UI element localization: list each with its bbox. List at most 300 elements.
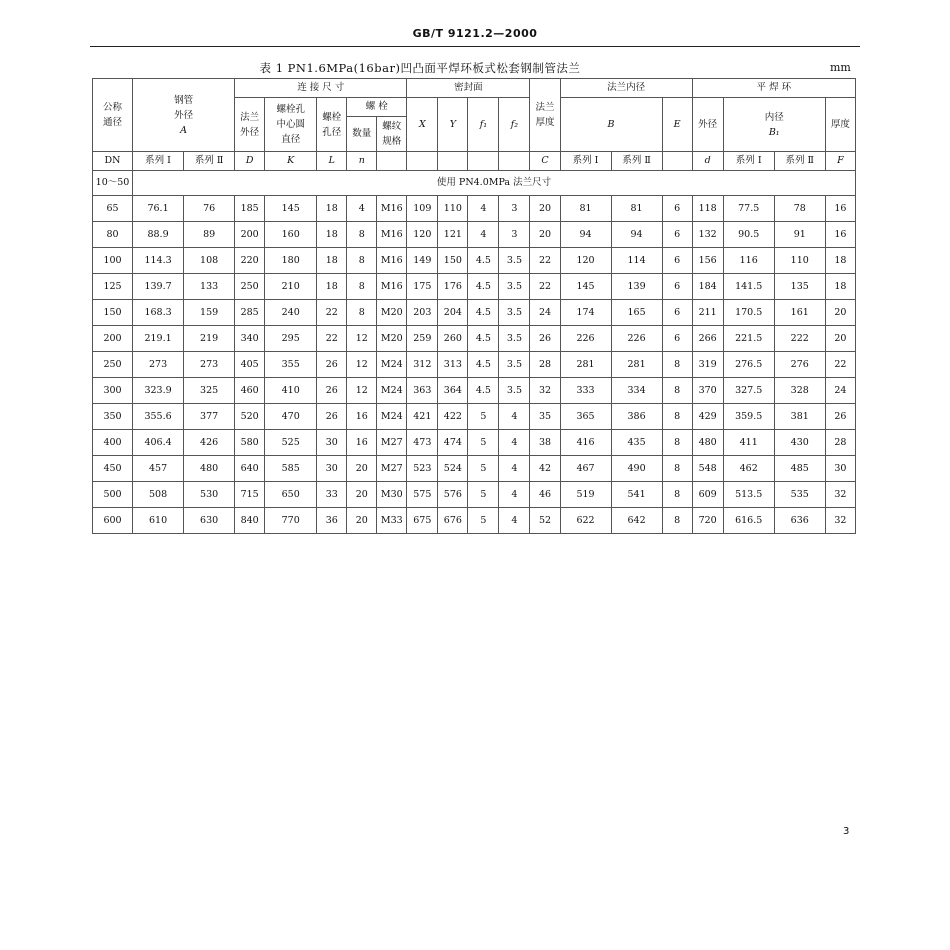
cell-seal-y: 524 — [438, 456, 468, 482]
cell-ring-id-series-1: 141.5 — [723, 274, 774, 300]
cell-seal-x: 149 — [407, 248, 438, 274]
cell-flange-od: 580 — [235, 430, 265, 456]
cell-bolt-hole: 22 — [317, 326, 347, 352]
cell-bore-series-1: 467 — [560, 456, 611, 482]
cell-bolt-thread: M27 — [377, 456, 407, 482]
cell-ring-id-series-2: 430 — [774, 430, 825, 456]
cell-bolt-qty: 8 — [347, 248, 377, 274]
header-row-1 — [93, 79, 856, 98]
cell-ring-thickness: 20 — [825, 326, 855, 352]
cell-bolt-thread: M27 — [377, 430, 407, 456]
page-number: 3 — [843, 826, 850, 837]
cell-bolt-thread: M16 — [377, 222, 407, 248]
cell-bolt-qty: 8 — [347, 274, 377, 300]
cell-pipe-od-series-2: 159 — [184, 300, 235, 326]
cell-bore-series-2: 642 — [611, 508, 662, 534]
f1-header: f₁ — [468, 98, 499, 152]
f2-header: f₂ — [499, 98, 530, 152]
cell-seal-f1: 4.5 — [468, 248, 499, 274]
cell-pipe-od-series-1: 610 — [133, 508, 184, 534]
cell-e-value: 6 — [662, 274, 692, 300]
cell-seal-y: 364 — [438, 378, 468, 404]
cell-dn: 200 — [93, 326, 133, 352]
cell-bolt-qty: 4 — [347, 196, 377, 222]
cell-pipe-od-series-2: 133 — [184, 274, 235, 300]
table-caption: 表 1 PN1.6MPa(16bar)凹凸面平焊环板式松套钢制管法兰 — [259, 61, 581, 75]
cell-bolt-thread: M33 — [377, 508, 407, 534]
cell-ring-od: 370 — [692, 378, 723, 404]
cell-bolt-qty: 12 — [347, 378, 377, 404]
cell-flange-od: 340 — [235, 326, 265, 352]
cell-seal-y: 121 — [438, 222, 468, 248]
cell-dn: 150 — [93, 300, 133, 326]
cell-bolt-hole: 36 — [317, 508, 347, 534]
cell-seal-y: 576 — [438, 482, 468, 508]
symbol-l: L — [317, 152, 347, 171]
cell-seal-x: 473 — [407, 430, 438, 456]
symbol-e-empty — [662, 152, 692, 171]
cell-seal-f2: 3.5 — [499, 326, 530, 352]
cell-ring-thickness: 16 — [825, 222, 855, 248]
cell-e-value: 6 — [662, 222, 692, 248]
nominal-size-header: 公称 通径 — [93, 79, 133, 152]
symbol-d-upper: D — [235, 152, 265, 171]
cell-ring-od: 156 — [692, 248, 723, 274]
cell-ring-od: 480 — [692, 430, 723, 456]
data-rows — [93, 196, 856, 534]
cell-bolt-circle: 650 — [265, 482, 317, 508]
cell-bolt-thread: M16 — [377, 248, 407, 274]
cell-bolt-circle: 410 — [265, 378, 317, 404]
cell-seal-f1: 5 — [468, 482, 499, 508]
cell-pipe-od-series-1: 88.9 — [133, 222, 184, 248]
cell-pipe-od-series-2: 273 — [184, 352, 235, 378]
symbol-f2-empty — [499, 152, 530, 171]
bolt-circle-header: 螺栓孔 中心圆 直径 — [265, 98, 317, 152]
cell-bore-series-2: 281 — [611, 352, 662, 378]
cell-bolt-hole: 18 — [317, 274, 347, 300]
cell-bolt-qty: 20 — [347, 508, 377, 534]
x-header: X — [407, 98, 438, 152]
cell-flange-thickness: 46 — [530, 482, 560, 508]
cell-ring-id-series-2: 276 — [774, 352, 825, 378]
cell-dn: 80 — [93, 222, 133, 248]
cell-ring-od: 609 — [692, 482, 723, 508]
table-row — [93, 378, 856, 404]
cell-ring-thickness: 20 — [825, 300, 855, 326]
b-header: B — [560, 98, 662, 152]
symbol-bore-series-2: 系列 Ⅱ — [611, 152, 662, 171]
pipe-od-header — [133, 79, 235, 152]
cell-e-value: 6 — [662, 248, 692, 274]
cell-seal-f2: 4 — [499, 482, 530, 508]
cell-e-value: 8 — [662, 352, 692, 378]
cell-bore-series-2: 435 — [611, 430, 662, 456]
cell-ring-od: 720 — [692, 508, 723, 534]
cell-seal-f1: 5 — [468, 456, 499, 482]
cell-bolt-hole: 33 — [317, 482, 347, 508]
cell-flange-od: 405 — [235, 352, 265, 378]
table-row — [93, 352, 856, 378]
cell-seal-f2: 4 — [499, 508, 530, 534]
weld-ring-header: 平 焊 环 — [692, 79, 855, 98]
cell-pipe-od-series-1: 76.1 — [133, 196, 184, 222]
cell-bore-series-1: 174 — [560, 300, 611, 326]
cell-bore-series-2: 334 — [611, 378, 662, 404]
cell-pipe-od-series-1: 114.3 — [133, 248, 184, 274]
e-header: E — [662, 98, 692, 152]
cell-flange-od: 185 — [235, 196, 265, 222]
cell-bolt-thread: M30 — [377, 482, 407, 508]
cell-dn: 400 — [93, 430, 133, 456]
cell-pipe-od-series-1: 508 — [133, 482, 184, 508]
cell-ring-id-series-1: 513.5 — [723, 482, 774, 508]
cell-pipe-od-series-2: 219 — [184, 326, 235, 352]
cell-bolt-hole: 18 — [317, 196, 347, 222]
table-row — [93, 404, 856, 430]
cell-ring-od: 132 — [692, 222, 723, 248]
cell-pipe-od-series-1: 323.9 — [133, 378, 184, 404]
header-rule — [90, 46, 860, 47]
cell-ring-id-series-2: 222 — [774, 326, 825, 352]
cell-seal-f1: 4 — [468, 196, 499, 222]
cell-flange-od: 840 — [235, 508, 265, 534]
cell-pipe-od-series-1: 219.1 — [133, 326, 184, 352]
cell-seal-f2: 3 — [499, 222, 530, 248]
cell-seal-f2: 3.5 — [499, 352, 530, 378]
cell-e-value: 6 — [662, 300, 692, 326]
cell-bolt-hole: 18 — [317, 248, 347, 274]
cell-bolt-hole: 18 — [317, 222, 347, 248]
cell-bore-series-2: 165 — [611, 300, 662, 326]
cell-e-value: 8 — [662, 482, 692, 508]
cell-dn: 100 — [93, 248, 133, 274]
cell-bolt-qty: 20 — [347, 456, 377, 482]
cell-ring-od: 429 — [692, 404, 723, 430]
cell-flange-od: 200 — [235, 222, 265, 248]
bolt-qty-header: 数量 — [347, 117, 377, 152]
cell-bolt-thread: M20 — [377, 300, 407, 326]
symbol-x-empty — [407, 152, 438, 171]
bolt-hole-header: 螺栓 孔径 — [317, 98, 347, 152]
cell-ring-id-series-1: 77.5 — [723, 196, 774, 222]
cell-ring-id-series-2: 328 — [774, 378, 825, 404]
flange-bore-header: 法兰内径 — [560, 79, 692, 98]
cell-ring-id-series-2: 91 — [774, 222, 825, 248]
cell-bore-series-1: 81 — [560, 196, 611, 222]
cell-seal-f2: 3.5 — [499, 274, 530, 300]
symbol-f1-empty — [468, 152, 499, 171]
cell-seal-x: 109 — [407, 196, 438, 222]
symbol-k: K — [265, 152, 317, 171]
cell-ring-id-series-2: 161 — [774, 300, 825, 326]
cell-pipe-od-series-1: 139.7 — [133, 274, 184, 300]
table-row — [93, 326, 856, 352]
cell-seal-x: 523 — [407, 456, 438, 482]
cell-flange-thickness: 32 — [530, 378, 560, 404]
cell-bolt-circle: 240 — [265, 300, 317, 326]
cell-bolt-hole: 30 — [317, 456, 347, 482]
cell-dn: 450 — [93, 456, 133, 482]
cell-ring-id-series-2: 110 — [774, 248, 825, 274]
cell-flange-thickness: 26 — [530, 326, 560, 352]
cell-seal-y: 176 — [438, 274, 468, 300]
cell-bolt-thread: M24 — [377, 404, 407, 430]
cell-dn: 500 — [93, 482, 133, 508]
table-row — [93, 196, 856, 222]
symbol-d-lower: d — [692, 152, 723, 171]
cell-seal-f1: 5 — [468, 430, 499, 456]
cell-bolt-qty: 20 — [347, 482, 377, 508]
table-row — [93, 248, 856, 274]
y-header: Y — [438, 98, 468, 152]
cell-bore-series-2: 139 — [611, 274, 662, 300]
cell-bore-series-1: 519 — [560, 482, 611, 508]
cell-bore-series-2: 490 — [611, 456, 662, 482]
cell-seal-y: 313 — [438, 352, 468, 378]
cell-bolt-hole: 30 — [317, 430, 347, 456]
cell-bolt-circle: 295 — [265, 326, 317, 352]
cell-bolt-qty: 16 — [347, 430, 377, 456]
cell-e-value: 8 — [662, 430, 692, 456]
cell-flange-thickness: 38 — [530, 430, 560, 456]
standard-number: GB/T 9121.2—2000 — [412, 27, 538, 40]
symbol-dn: DN — [93, 152, 133, 171]
cell-flange-od: 285 — [235, 300, 265, 326]
symbol-ring-series-1: 系列 Ⅰ — [723, 152, 774, 171]
cell-dn: 600 — [93, 508, 133, 534]
note-row-text: 使用 PN4.0MPa 法兰尺寸 — [133, 171, 856, 196]
cell-seal-x: 259 — [407, 326, 438, 352]
cell-bolt-hole: 26 — [317, 378, 347, 404]
cell-bolt-thread: M16 — [377, 274, 407, 300]
cell-bore-series-1: 622 — [560, 508, 611, 534]
connection-dims-header: 连 接 尺 寸 — [235, 79, 407, 98]
cell-bore-series-2: 541 — [611, 482, 662, 508]
flange-od-header: 法兰 外径 — [235, 98, 265, 152]
cell-pipe-od-series-1: 457 — [133, 456, 184, 482]
cell-flange-thickness: 20 — [530, 222, 560, 248]
symbol-y-empty — [438, 152, 468, 171]
cell-bore-series-1: 94 — [560, 222, 611, 248]
cell-ring-thickness: 18 — [825, 248, 855, 274]
table-row — [93, 456, 856, 482]
cell-ring-thickness: 30 — [825, 456, 855, 482]
cell-bore-series-1: 333 — [560, 378, 611, 404]
cell-seal-x: 363 — [407, 378, 438, 404]
note-row — [93, 171, 856, 196]
cell-dn: 125 — [93, 274, 133, 300]
cell-bolt-circle: 585 — [265, 456, 317, 482]
cell-bolt-circle: 355 — [265, 352, 317, 378]
cell-flange-od: 715 — [235, 482, 265, 508]
cell-e-value: 8 — [662, 404, 692, 430]
cell-pipe-od-series-2: 377 — [184, 404, 235, 430]
cell-pipe-od-series-2: 325 — [184, 378, 235, 404]
cell-flange-od: 520 — [235, 404, 265, 430]
cell-pipe-od-series-2: 630 — [184, 508, 235, 534]
cell-ring-id-series-2: 381 — [774, 404, 825, 430]
cell-flange-thickness: 52 — [530, 508, 560, 534]
symbol-row — [93, 152, 856, 171]
cell-seal-x: 312 — [407, 352, 438, 378]
symbol-bore-series-1: 系列 Ⅰ — [560, 152, 611, 171]
table-unit: mm — [830, 61, 851, 74]
cell-e-value: 8 — [662, 378, 692, 404]
cell-bolt-thread: M20 — [377, 326, 407, 352]
cell-bore-series-2: 226 — [611, 326, 662, 352]
cell-seal-f1: 5 — [468, 508, 499, 534]
cell-seal-y: 260 — [438, 326, 468, 352]
cell-seal-y: 676 — [438, 508, 468, 534]
cell-ring-thickness: 26 — [825, 404, 855, 430]
cell-flange-thickness: 22 — [530, 248, 560, 274]
cell-bolt-circle: 210 — [265, 274, 317, 300]
cell-ring-thickness: 32 — [825, 482, 855, 508]
cell-seal-y: 110 — [438, 196, 468, 222]
cell-bolt-thread: M24 — [377, 378, 407, 404]
cell-e-value: 6 — [662, 326, 692, 352]
cell-bolt-circle: 470 — [265, 404, 317, 430]
cell-pipe-od-series-2: 76 — [184, 196, 235, 222]
symbol-thread-empty — [377, 152, 407, 171]
cell-seal-f2: 4 — [499, 456, 530, 482]
cell-ring-id-series-1: 327.5 — [723, 378, 774, 404]
cell-bore-series-1: 281 — [560, 352, 611, 378]
cell-seal-f2: 3.5 — [499, 378, 530, 404]
flange-thickness-header: 法兰 厚度 — [530, 79, 560, 152]
cell-pipe-od-series-2: 89 — [184, 222, 235, 248]
cell-seal-f1: 4.5 — [468, 300, 499, 326]
cell-bolt-hole: 26 — [317, 352, 347, 378]
cell-seal-y: 474 — [438, 430, 468, 456]
cell-ring-id-series-1: 170.5 — [723, 300, 774, 326]
cell-seal-x: 120 — [407, 222, 438, 248]
cell-flange-thickness: 35 — [530, 404, 560, 430]
ring-thickness-header: 厚度 — [825, 98, 855, 152]
cell-bolt-circle: 180 — [265, 248, 317, 274]
symbol-ring-series-2: 系列 Ⅱ — [774, 152, 825, 171]
cell-pipe-od-series-2: 480 — [184, 456, 235, 482]
cell-seal-x: 421 — [407, 404, 438, 430]
table-row — [93, 430, 856, 456]
cell-pipe-od-series-1: 273 — [133, 352, 184, 378]
cell-e-value: 8 — [662, 508, 692, 534]
table-row — [93, 222, 856, 248]
cell-dn: 250 — [93, 352, 133, 378]
cell-bolt-thread: M16 — [377, 196, 407, 222]
sealing-face-header: 密封面 — [407, 79, 530, 98]
cell-flange-thickness: 28 — [530, 352, 560, 378]
cell-seal-f2: 4 — [499, 404, 530, 430]
cell-ring-id-series-2: 135 — [774, 274, 825, 300]
table-row — [93, 300, 856, 326]
cell-bolt-hole: 22 — [317, 300, 347, 326]
cell-seal-x: 175 — [407, 274, 438, 300]
cell-seal-y: 204 — [438, 300, 468, 326]
cell-seal-x: 675 — [407, 508, 438, 534]
cell-bolt-qty: 12 — [347, 326, 377, 352]
bolt-thread-header: 螺纹 规格 — [377, 117, 407, 152]
symbol-c: C — [530, 152, 560, 171]
cell-seal-x: 575 — [407, 482, 438, 508]
cell-flange-thickness: 20 — [530, 196, 560, 222]
cell-e-value: 8 — [662, 456, 692, 482]
cell-ring-od: 184 — [692, 274, 723, 300]
cell-bolt-circle: 770 — [265, 508, 317, 534]
cell-bore-series-2: 81 — [611, 196, 662, 222]
cell-bore-series-1: 120 — [560, 248, 611, 274]
table-row — [93, 274, 856, 300]
cell-pipe-od-series-2: 426 — [184, 430, 235, 456]
cell-ring-id-series-2: 485 — [774, 456, 825, 482]
symbol-pipe-series-2: 系列 Ⅱ — [184, 152, 235, 171]
table-row — [93, 508, 856, 534]
flange-dimension-table — [92, 78, 856, 534]
ring-id-header: 内径 B₁ — [723, 98, 825, 152]
cell-bore-series-1: 416 — [560, 430, 611, 456]
cell-pipe-od-series-1: 355.6 — [133, 404, 184, 430]
cell-pipe-od-series-1: 168.3 — [133, 300, 184, 326]
cell-seal-y: 150 — [438, 248, 468, 274]
cell-pipe-od-series-2: 530 — [184, 482, 235, 508]
cell-bolt-circle: 160 — [265, 222, 317, 248]
cell-dn: 300 — [93, 378, 133, 404]
cell-bore-series-2: 386 — [611, 404, 662, 430]
cell-ring-id-series-1: 359.5 — [723, 404, 774, 430]
cell-seal-f1: 4.5 — [468, 274, 499, 300]
cell-ring-od: 266 — [692, 326, 723, 352]
cell-ring-id-series-2: 535 — [774, 482, 825, 508]
cell-ring-id-series-1: 221.5 — [723, 326, 774, 352]
note-row-dn: 10～50 — [93, 171, 133, 196]
cell-ring-id-series-2: 636 — [774, 508, 825, 534]
pipe-od-label: 钢管 外径 A — [174, 94, 194, 136]
cell-seal-f1: 4 — [468, 222, 499, 248]
table-row — [93, 482, 856, 508]
cell-dn: 350 — [93, 404, 133, 430]
ring-od-header: 外径 — [692, 98, 723, 152]
cell-bolt-circle: 525 — [265, 430, 317, 456]
cell-bore-series-1: 226 — [560, 326, 611, 352]
cell-seal-f2: 3 — [499, 196, 530, 222]
cell-bolt-qty: 8 — [347, 300, 377, 326]
cell-ring-id-series-1: 276.5 — [723, 352, 774, 378]
cell-seal-f1: 4.5 — [468, 378, 499, 404]
cell-ring-od: 548 — [692, 456, 723, 482]
cell-ring-od: 118 — [692, 196, 723, 222]
bolt-header: 螺 栓 — [347, 98, 407, 117]
symbol-n: n — [347, 152, 377, 171]
cell-ring-thickness: 28 — [825, 430, 855, 456]
cell-ring-od: 211 — [692, 300, 723, 326]
cell-pipe-od-series-2: 108 — [184, 248, 235, 274]
cell-ring-id-series-1: 616.5 — [723, 508, 774, 534]
cell-ring-id-series-1: 90.5 — [723, 222, 774, 248]
cell-bore-series-1: 145 — [560, 274, 611, 300]
cell-ring-od: 319 — [692, 352, 723, 378]
cell-bolt-hole: 26 — [317, 404, 347, 430]
cell-bore-series-1: 365 — [560, 404, 611, 430]
cell-bolt-thread: M24 — [377, 352, 407, 378]
cell-ring-thickness: 24 — [825, 378, 855, 404]
cell-flange-od: 640 — [235, 456, 265, 482]
cell-flange-od: 460 — [235, 378, 265, 404]
cell-bolt-qty: 8 — [347, 222, 377, 248]
cell-flange-thickness: 24 — [530, 300, 560, 326]
cell-flange-od: 250 — [235, 274, 265, 300]
cell-bolt-circle: 145 — [265, 196, 317, 222]
